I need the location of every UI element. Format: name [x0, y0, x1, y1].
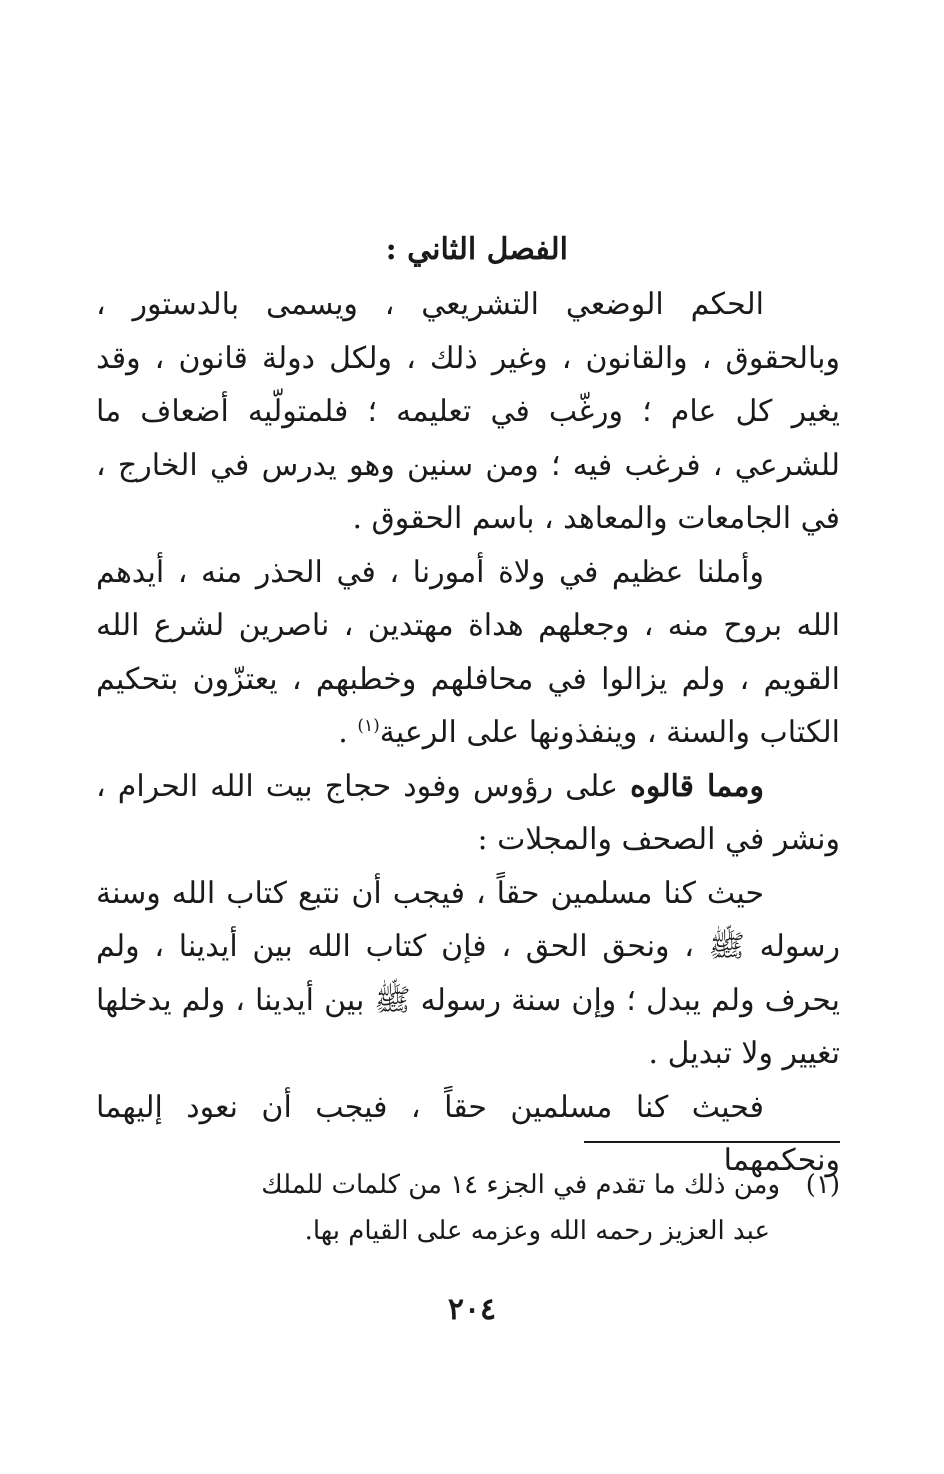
chapter-title: الفصل الثاني : — [385, 232, 568, 267]
paragraph-2 — [96, 546, 840, 760]
footnote-reference[interactable]: (١) — [357, 716, 380, 736]
footnote-number: (١) — [805, 1170, 840, 1200]
footnote-line-2: عبد العزيز رحمه الله وعزمه على القيام بها. — [304, 1216, 770, 1246]
paragraph-5: فحيث كنا مسلمين حقاً ، فيجب أن نعود إليهما ونحكمهما — [96, 1089, 840, 1178]
paragraph-1: الحكم الوضعي التشريعي ، ويسمى بالدستور ، وبالحقوق ، والقانون ، وغير ذلك ، ولكل دولة قانون ، وقد يغير كل عام ؛ ورغّب في تعليمه ؛ فلمتولّيه أضعاف ما للشرعي ، فرغب فيه ؛ ومن سنين وهو يدرس في الخارج ، في الجامعات والمعاهد ، باسم الحقوق . — [96, 287, 840, 536]
paragraph-3 — [96, 760, 840, 867]
footnote-divider — [584, 1141, 840, 1143]
paragraph-2-end: . — [338, 715, 358, 750]
paragraph-3-rest: على رؤوس وفود حجاج بيت الله الحرام ، ونشر في الصحف والمجلات : — [96, 768, 840, 857]
page-number: ٢٠٤ — [447, 1292, 497, 1327]
footnote — [96, 1162, 840, 1254]
paragraph-3-bold: ومما قالوه — [630, 768, 764, 804]
page-body — [96, 222, 840, 1188]
footnote-line-1: ومن ذلك ما تقدم في الجزء ١٤ من كلمات للملك — [261, 1170, 780, 1200]
paragraph-2-text: وأملنا عظيم في ولاة أمورنا ، في الحذر منه ، أيدهم الله بروح منه ، وجعلهم هداة مهتدين ، ناصرين لشرع الله القويم ، ولم يزالوا في محافلهم وخطبهم ، يعتزّون بتحكيم الكتاب والسنة ، وينفذونها على الرعية — [96, 554, 840, 750]
paragraph-4: حيث كنا مسلمين حقاً ، فيجب أن نتبع كتاب الله وسنة رسوله ﷺ ، ونحق الحق ، فإن كتاب الله بين أيدينا ، ولم يحرف ولم يبدل ؛ وإن سنة رسوله ﷺ بين أيدينا ، ولم يدخلها تغيير ولا تبديل . — [96, 875, 840, 1071]
